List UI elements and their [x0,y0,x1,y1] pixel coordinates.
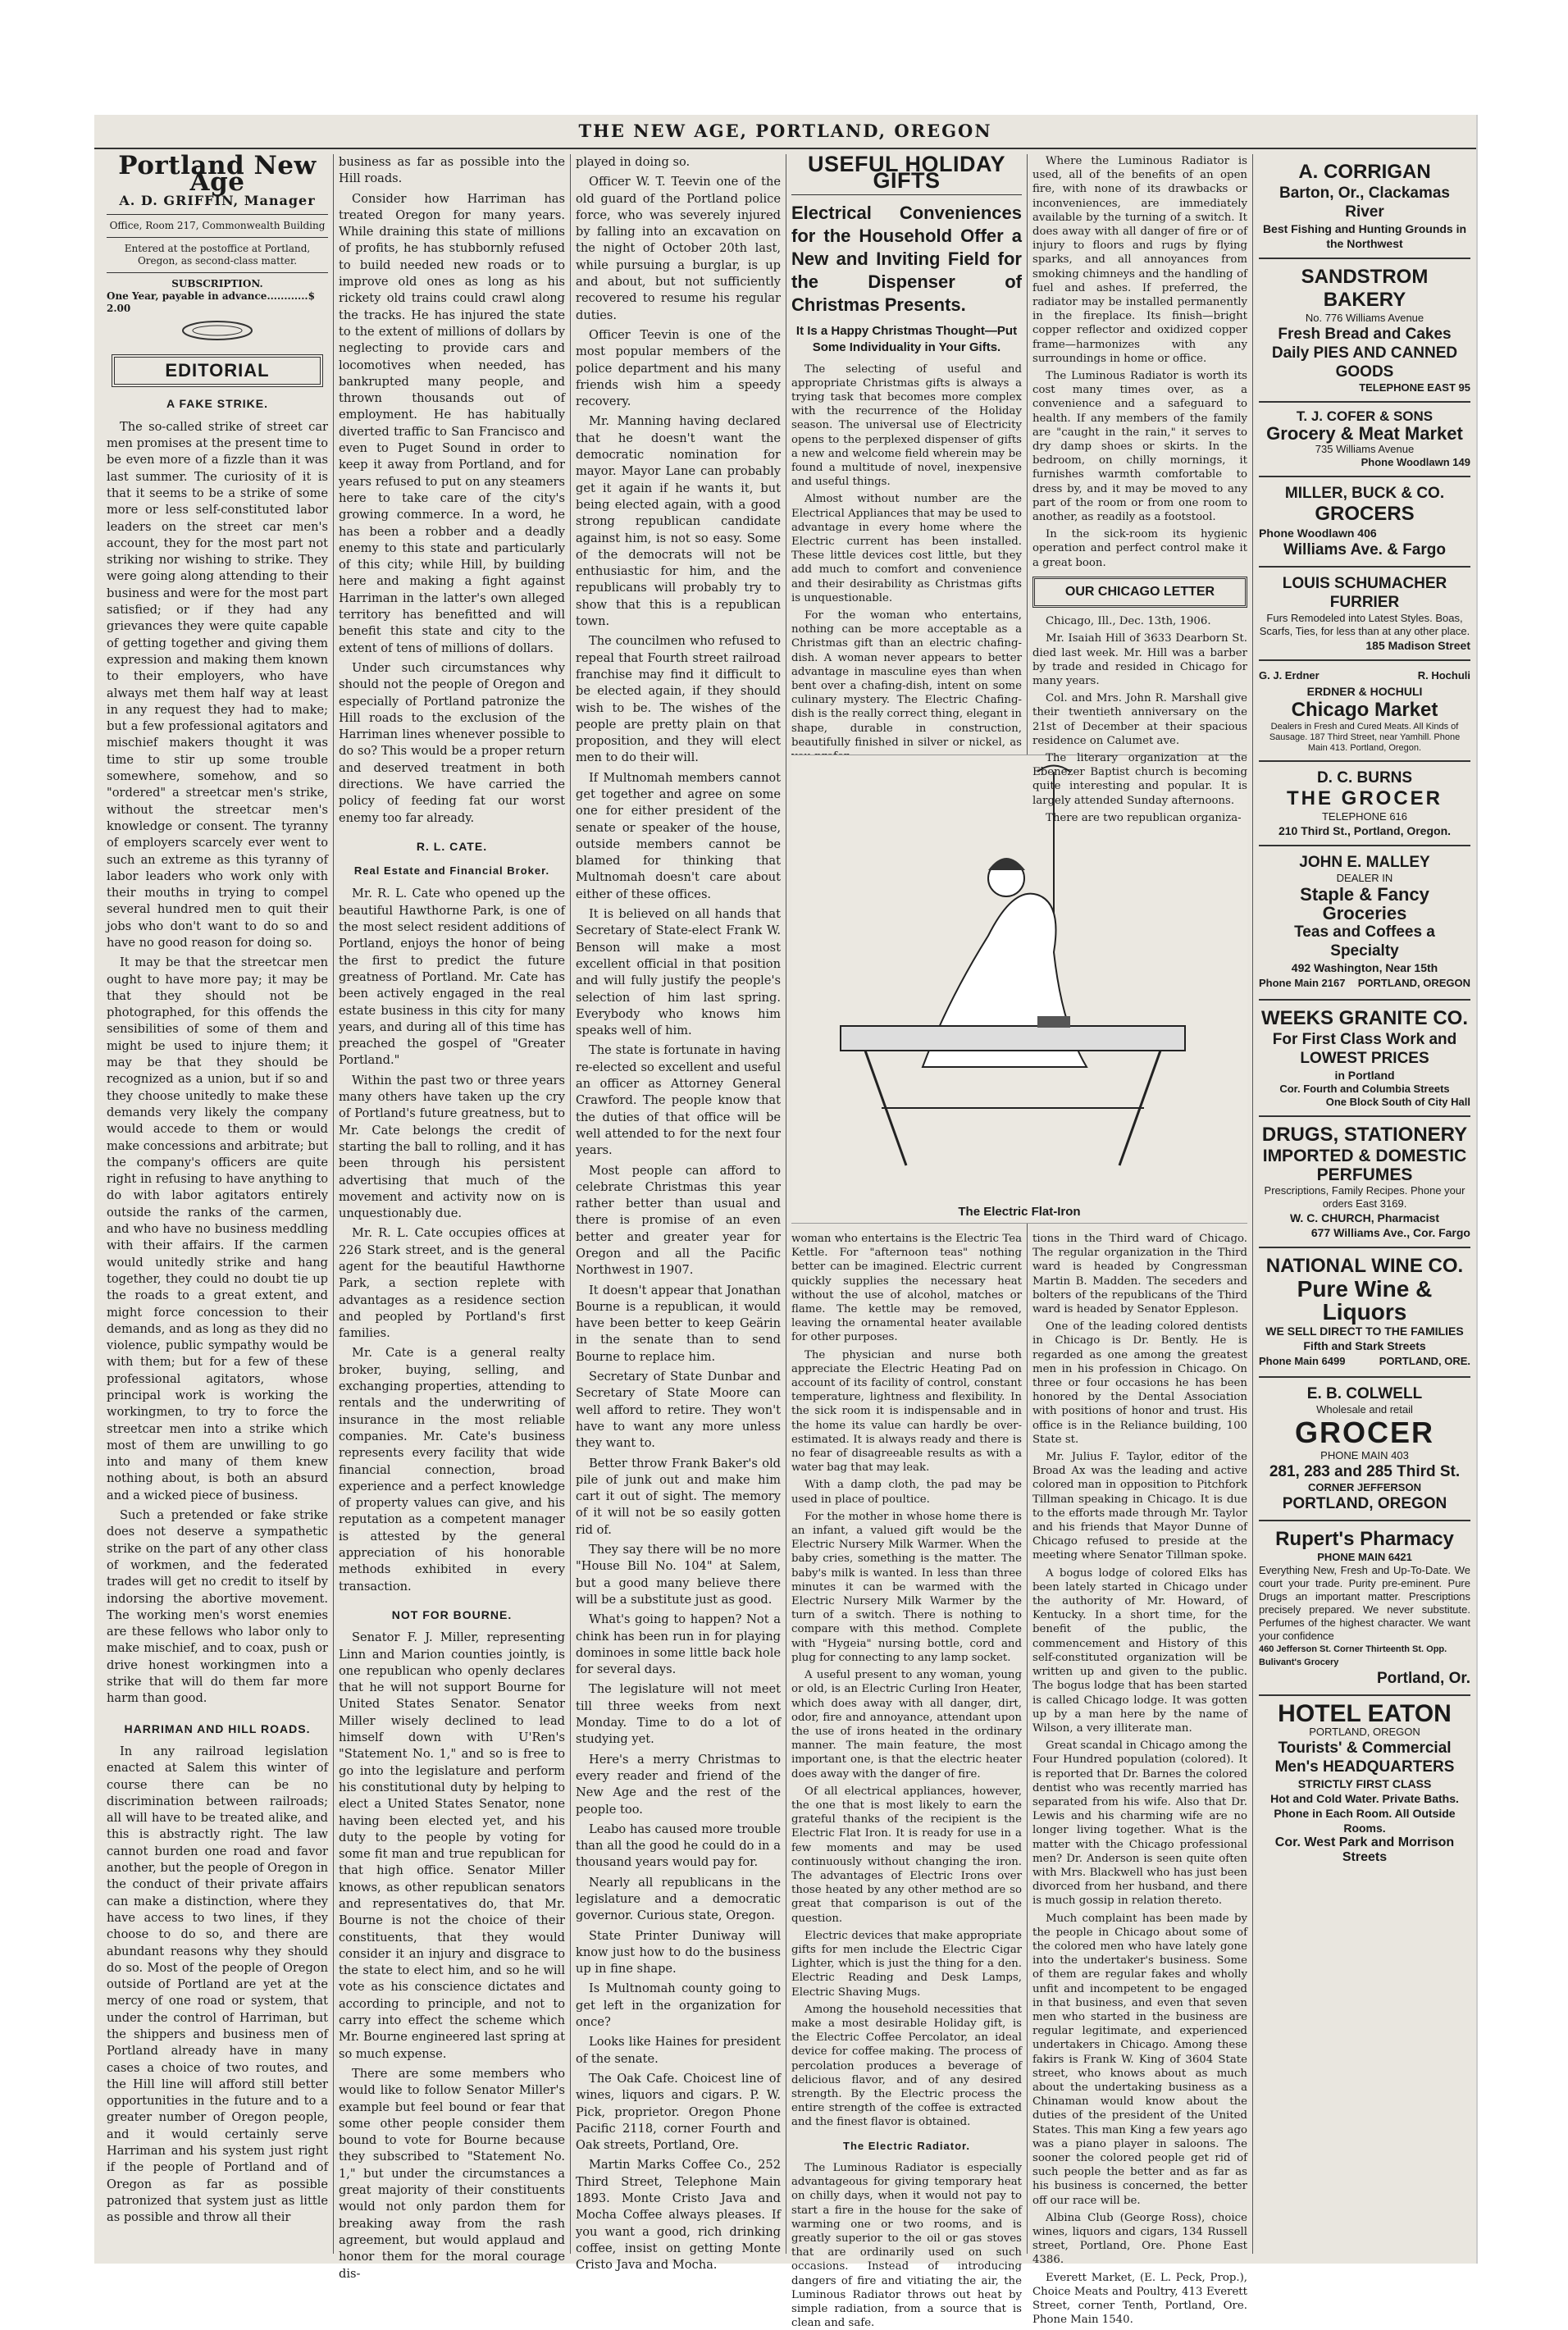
ad-address: 185 Madison Street [1365,639,1470,652]
article-paragraph: In the sick-room its hygienic operation and perfect control make it a great boon. [1032,528,1247,569]
divider [791,194,1022,195]
ad-name: WEEKS GRANITE CO. [1260,1006,1468,1029]
chicago-letter-banner: OUR CHICAGO LETTER [1032,577,1247,608]
ad-address: 210 Third St., Portland, Oregon. [1278,824,1452,838]
ad-national-wine [1259,1248,1470,1378]
ad-line: WE SELL DIRECT TO THE FAMILIES [1265,1324,1464,1338]
article-paragraph: The councilmen who refused to repeal that Fourth street railroad franchise may find it difficult to be elected again, if they should wish to be. The wishes of the people are pretty plain on that proposition, and they will elect men to do their will. [576,634,781,765]
ad-name: ERDNER & HOCHULI [1306,685,1423,699]
article-paragraph: The physician and nurse both appreciate the Electric Heating Pad on account of its facility of control, constant temperature, lightness and flexibility. In the sick room it is indispensable and in the home its value can hardly be over-estimated. It is always ready and there is no fear of disagreeable results as with a water bag that may leak. [791,1348,1022,1475]
article-paragraph: Better throw Frank Baker's old pile of junk out and make him cart it out of sight. The memory of it will not be so easily gotten rid of. [576,1456,781,1537]
manager-line: A. D. GRIFFIN, Manager [119,192,316,208]
ad-hotel-eaton [1259,1696,1470,1872]
ad-sub: Chicago Market [1291,699,1438,722]
ad-line: Prescriptions, Family Recipes. Phone your orders East 3169. [1264,1183,1465,1210]
ad-address: Williams Ave. & Fargo [1283,541,1446,559]
divider [107,214,328,215]
column-rule [1252,154,1253,2254]
ad-address: Cor. Fourth and Columbia Streets [1279,1082,1450,1095]
ad-sandstrom [1259,259,1470,403]
letter-paragraph: Much complaint has been made by the people in Chicago about some of the colored men who have lately gone into the undertaker's business. Some of them are regular fakes and wholly unfit and incompetent to be engaged in that business, and even that seven men who started in the business are regular legitimate, and experienced undertakers in Chicago. Among these fakirs is Frank W. King of 3604 State street, who knows about as much about the undertaking business as a Chinaman would know about the duties of the president of the United States. This man King a few years ago was a piano player in saloons. The sooner the colored people get rid of such people the better and as far as his business is concerned, the better off our race will be. [1032,1912,1247,2207]
article-paragraph: Mr. R. L. Cate who opened up the beautiful Hawthorne Park, is one of the most select resident additions of Portland, enjoys the honor of being the first to predict the future greatness of Portland. Mr. Cate has been actively engaged in the real estate business in this city for many years, and during all of this time has preached the gospel of "Greater Portland." [339,887,565,1068]
article-paragraph: In any railroad legislation enacted at Salem this winter of course there can be no discrimination between railroads; all will have to be treated alike, and this is abstractly right. The law cannot burden one road and favor another, but the people of Oregon in the conduct of their private affairs can make a distinction, where they have access to two lines, if they choose to do so, and there are abundant reasons why they should do so. Most of the people of Oregon outside of Portland are yet at the mercy of one road or system, that under the control of Harriman, but the shippers and business men of Portland already have in many cases a choice of two routes, and the Hill line will afford still better opportunities in the future and to a greater number of Oregon people, and it would certainly serve Harriman and his system just right if the people of Portland and of Oregon as far as possible patronized that system just as little as possible and throw all their [107,1744,328,2225]
ad-name: LOUIS SCHUMACHER [1282,575,1447,592]
union-label-icon [107,320,328,346]
ad-line: Fresh Bread and Cakes Daily PIES AND CANNED GOODS [1271,326,1458,381]
letter-paragraph: tions in the Third ward of Chicago. The regular organization in the Third ward is headed by Congressman Martin B. Madden. The seceders and bolters of the republicans of the Third ward is headed by Senator Eppleson. [1032,1233,1247,1316]
article-paragraph: Almost without number are the Electrical Appliances that may be used to advantage in every home where the Electric current has been installed. These little devices cost little, but they add much to comfort and convenience and their desirability as Christmas gifts is unquestionable. [791,493,1022,604]
ad-malley [1259,846,1470,1000]
article-paragraph: Electric devices that make appropriate gifts for men include the Electric Cigar Lighter, which is just the thing for a den. Electric Reading and Desk Lamps, Electric Shaving Mugs. [791,1929,1022,1999]
ad-address: CORNER JEFFERSON [1308,1480,1421,1493]
letter-paragraph: The literary organization at the Ebenezer Baptist church is becoming quite interesting and popular. It is largely attended Sunday afternoons. [1032,752,1247,807]
article-paragraph: Martin Marks Coffee Co., 252 Third Street, Telephone Main 1893. Monte Cristo Java and Mocha Coffee always pleases. If you want a good, rich drinking coffee, insist on getting Monte Cristo Java and Mocha. [576,2158,781,2273]
ad-city: Portland, Or. [1376,1669,1470,1687]
ad-sub: GROCER [1294,1415,1434,1449]
ad-address: 492 Washington, Near 15th [1291,961,1438,975]
ad-address: 460 Jefferson St. Corner Thirteenth St. Opp. Bulivant's Grocery [1259,1644,1447,1667]
letter-paragraph: A bogus lodge of colored Elks has been lately started in Chicago under the authority of Mr. Howard, of Kentucky. In a short time, for the benefit of the public, the commencement and History of this self-constituted organization will be written up and given to the public. The bogus lodge that has been started is called Chicago lodge. It was gotten up by a man here by the name of Wilson, a very illiterate man. [1032,1566,1247,1735]
letter-paragraph: Col. and Mrs. John R. Marshall give their twentieth anniversary on the 21st of December at their spacious residence on Calumet ave. [1032,692,1247,747]
subscription-line: One Year, payable in advance............$ 2.00 [107,290,315,314]
article-head: R. L. CATE. [416,839,488,853]
ad-sub: IMPORTED & DOMESTIC PERFUMES [1262,1146,1467,1184]
ad-sub: For First Class Work and LOWEST PRICES [1272,1030,1457,1067]
letter-paragraph: Everett Market, (E. L. Peck, Prop.), Choice Meats and Poultry, 413 Everett Street, corner Tenth, Portland, Ore. Phone Main 1540. [1032,2271,1247,2327]
ad-sub: FURRIER [1329,594,1400,611]
ad-schumacher [1259,568,1470,661]
ad-address: No. 776 Williams Avenue [1305,312,1424,324]
column-rule [333,154,334,2254]
ad-line: Wholesale and retail [1316,1402,1413,1416]
newspaper-page [94,115,1476,2330]
article-paragraph: For the mother in whose home there is an infant, a valued gift would be the Electric Nursery Milk Warmer. When the baby cries, something is the matter. The baby's milk is wanted. In less than three minutes it can be warmed with the Electric Nursery Milk Warmer by the turn of a switch. There is nothing to compare with this method. Complete with "Hygeia" nursing bottle, cord and plug for connecting to any lamp socket. [791,1510,1022,1664]
article-paragraph: Such a pretended or fake strike does not deserve a sympathetic strike on the part of any other class of workmen, and the federated trades will get no credit to itself by indorsing the abortive movement. The working men's worst enemies are these fellows who labor only to make mischief, and to coax, push or drive honest workingmen into a strike that will do them far more harm than good. [107,1508,328,1706]
ad-colwell [1259,1378,1470,1521]
ad-line: Best Fishing and Hunting Grounds in the Northwest [1262,222,1467,250]
article-paragraph: Consider how Harriman has treated Oregon for many years. While draining this state of millions of profits, he has stubbornly refused to build needed new roads or to improve old ones as long as his rickety old trains could crawl along the tracks. He has injured the state to the extent of millions of dollars by neglecting to provide cars and locomotives when needed, has bankrupted many people, and thrown thousands out of employment. He has habitually diverted traffic to San Francisco and even to Puget Sound in order to keep it away from Portland, and for years refused to put on any steamers here to take care of the city's growing commerce. In a word, he has been a robber and a deadly enemy to this state and particularly of this city; while Hill, by building here and making a fight against Harriman in the latter's own alleged territory has benefitted and will benefit this state and city to the extent of tens of millions of dollars. [339,191,565,655]
article-paragraph: It is believed on all hands that Secretary of State-elect Frank W. Benson will make a most excellent official in that position and will fully justify the people's selection of him last spring. Everybody who knows him speaks well of him. [576,907,781,1038]
column-chicago-letter-cont [1032,1232,1247,2327]
ad-address: 677 Williams Ave., Cor. Fargo [1310,1225,1470,1239]
ad-address: Cor. West Park and Morrison Streets [1274,1835,1455,1864]
ad-partner: R. Hochuli [1417,669,1470,682]
ad-address: W. C. CHURCH, Pharmacist [1289,1211,1440,1224]
article-paragraph: Senator F. J. Miller, representing Linn and Marion counties jointly, is one republican who openly declares that he will not support Bourne for United States Senator. Senator Miller wisely declined to lead himself down with U'Ren's "Statement No. 1," and so is free to go into the legislature and perform his constitutional duty by helping to elect a United States Senator, none having been elected yet, and his duty to the people by voting for some fit man and true republican for that high office. Senator Miller knows, as other republican senators and representatives do, that Mr. Bourne is not the choice of their constituents, that they would consider it an injury and disgrace to the state to elect him, and so he will vote as his conscience dictates and according to principle, and not to carry into effect the scheme which Mr. Bourne engineered last spring at so much expense. [339,1630,565,2061]
article-paragraph: Nearly all republicans in the legislature and a democratic governor. Curious state, Oregon. [576,1875,781,1923]
ad-name: MILLER, BUCK & CO. [1284,485,1445,502]
ad-cofer [1259,403,1470,477]
column-rule [570,154,571,2254]
ad-sub: THE GROCER [1286,787,1443,810]
ad-burns [1259,762,1470,846]
ad-city: PORTLAND, ORE. [1379,1354,1470,1367]
ad-address: 281, 283 and 285 Third St. [1269,1462,1461,1480]
article-paragraph: Leabo has caused more trouble than all the good he could do in a thousand years would pay for. [576,1822,781,1870]
ad-name: JOHN E. MALLEY [1299,854,1430,872]
ad-address: 735 Williams Avenue [1315,443,1415,455]
ad-name: NATIONAL WINE CO. [1265,1254,1464,1277]
article-paragraph: Mr. Cate is a general realty broker, buying, selling, and exchanging properties, attending to rentals and the underwriting of insurance in the most reliable companies. Mr. Cate's business represents every facility that wide financial connection, broad experience and a perfect knowledge of property values can give, and his reputation as a competent manager is attested by the general appreciation of his honorable methods exhibited in every transaction. [339,1346,565,1594]
editorial-banner: EDITORIAL [112,354,323,387]
ad-drugs-church [1259,1117,1470,1248]
article-paragraph: The Luminous Radiator is worth its cost many times over, as a convenience and a safeguard to health. If any members of the family are "caught in the rain," it serves to dry damp shoes or skirts. In the bedroom, on chilly mornings, it furnishes warmth comfortable to dress by, and it may be moved to any part of the room or from one room to another, as readily as a footstool. [1032,370,1247,524]
ad-dealer: DEALER IN [1336,872,1393,885]
ad-address: Fifth and Stark Streets [1303,1338,1426,1352]
article-paragraph: Within the past two or three years many others have taken up the cry of Portland's future greatness, but to Mr. Cate belongs the credit of starting the ball to rolling, and it has been through his persistent advertising that much of the movement and activity now on is unquestionably due. [339,1073,565,1221]
article-paragraph: For the woman who entertains, nothing can be more acceptable as a Christmas gift than an electric chafing-dish. A woman never appears to better advantage in masculine eyes than when bent over a chafing-dish, intent on some culinary mystery. The Electric Chafing-dish is the really correct thing, elegant in shape, durable in construction, beautifully finished in silver or nickel, as [791,609,1022,749]
ad-sub: GROCERS [1315,503,1415,525]
article-paragraph: Officer W. T. Teevin one of the old guard of the Portland police force, who was severely injured by falling into an excavation on the night of October 20th last, while pursuing a burglar, is up and about, but not sufficiently recovered to resume his regular duties. [576,175,781,322]
article-paragraph: The state is fortunate in having re-elected so excellent and useful an officer as Attorney General Crawford. The people know that the duties of that office will be well attended to for the next four years. [576,1043,781,1158]
article-paragraph: With a damp cloth, the pad may be used in place of poultice. [791,1479,1022,1506]
article-paragraph: Is Multnomah county going to get left in the organization for once? [576,1981,781,2030]
article-paragraph: The legislature will not meet till three weeks from next Monday. Time to do a lot of studying yet. [576,1682,781,1747]
ad-name: A. CORRIGAN [1298,161,1431,183]
article-paragraph: It doesn't appear that Jonathan Bourne is a republican, it would have been better to keep Geärin in the senate than to send Bourne to replace him. [576,1283,781,1364]
ad-phone: PHONE MAIN 403 [1320,1448,1409,1461]
article-paragraph: There are some members who would like to follow Senator Miller's example but feel bound or fear that some other people consider them bound to vote for Bourne because they subscribed to "Statement No. 1," but under the circumstances a great majority of their constituents would not only pardon them for breaking away from the rash agreement, but would applaud and honor them for the moral courage dis- [339,2066,565,2281]
ad-address: One Block South of City Hall [1325,1095,1470,1108]
article-paragraph: Among the household necessities that make a most desirable Holiday gift, is the Electric Coffee Percolator, an ideal device for coffee making. The process of percolation produces a beverage of delicious flavor, and of any desired strength. By the Electric process the entire strength of the coffee is extracted and the finest flavor is obtained. [791,2003,1022,2129]
column-advertisements [1259,154,1470,2254]
article-paragraph: Secretary of State Dunbar and Secretary of State Moore can well afford to retire. They won't have to want any more unless they want to. [576,1370,781,1451]
ad-phone: Phone Main 2167 [1259,977,1346,990]
article-paragraph: Here's a merry Christmas to every reader and friend of the New Age and the rest of the people too. [576,1752,781,1817]
article-paragraph: The Oak Cafe. Choicest line of wines, liquors and cigars. P. W. Pick, proprietor. Oregon Phone Pacific 2118, corner Fourth and Oak streets, Portland, Ore. [576,2071,781,2153]
ad-phone: Phone Woodlawn 149 [1361,456,1470,468]
column-chicago-letter [1032,154,1247,824]
article-paragraph: What's going to happen? Not a chink has been run in for playing dominoes in some little back hole for several days. [576,1612,781,1677]
article-paragraph: They say there will be no more "House Bill No. 104" at Salem, but a good many believe there will be a substitute just as good. [576,1543,781,1607]
article-paragraph: It may be that the streetcar men ought to have more pay; it may be that they should not be photographed, for this offends the sensibilities of some of them and might be used to injure them; it may be that they should be recognized as a union, but if so and they choose unitedly to make these demands very likely the company would accede to them or would make concessions and arbitrate; but the company's officers are quite right in refusing to have anything to do with labor agitators entirely outside the ranks of the carmen, and who have no business meddling with their affairs. If the carmen would unitedly strike and hang together, they could no doubt tie up the roads to a great extent, and might force concession to their demands, and as long as they did no violence, public sympathy would be with them; but for a few of these professional agitators, whose principal work is working the workingmen, to try to force the streetcar men into a strike which most of them are unwilling to go into and many of them knew nothing about, is both an absurd and a wicked piece of business. [107,955,328,1502]
ad-sub: Grocery & Meat Market [1266,423,1463,444]
article-head: A FAKE STRIKE. [166,397,268,411]
article-subhead: Real Estate and Financial Broker. [353,864,550,878]
divider [107,272,328,273]
ad-sub: Staple & Fancy Groceries [1300,884,1429,924]
letter-paragraph: Chicago, Ill., Dec. 13th, 1906. [1046,615,1211,628]
letter-paragraph: Mr. Isaiah Hill of 3633 Dearborn St. died last week. Mr. Hill was a barber by trade and resided in Chicago for many years. [1032,632,1247,687]
ad-corrigan [1259,154,1470,259]
column-holiday-gifts-cont [791,1232,1022,2330]
ad-phone: Phone Woodlawn 406 [1259,527,1377,540]
letter-paragraph: Albina Club (George Ross), choice wines, liquors and cigars, 134 Russell street, Portland, Ore. Phone East 4386. [1032,2211,1247,2267]
article-head: HARRIMAN AND HILL ROADS. [124,1721,311,1735]
column-editorial [107,151,328,2254]
ad-sub: Barton, Or., Clackamas River [1279,185,1451,221]
column-three [576,154,781,2273]
ad-name: E. B. COLWELL [1306,1384,1423,1402]
article-paragraph: The selecting of useful and appropriate Christmas gifts is always a trying task that becomes more complex with the recurrence of the Holiday season. The universal use of Electricity opens to the perplexed dispenser of gifts a new and welcome field wherein may be found a multitude of novel, inexpensive and useful things. [791,362,1022,489]
nameplate: Portland New Age [118,151,317,198]
article-paragraph: Under such circumstances why should not the people of Oregon and especially of Portland patronize the Hill roads to the exclusion of the Harriman lines whenever possible to do so? This would be a proper return and deserved treatment in both directions. We have carried the policy of feeding fat our worst enemy too far already. [339,660,565,825]
article-paragraph: The Luminous Radiator is especially advantageous for giving temporary heat on chilly days, when it would not pay to start a fire in the house for the sake of warming one or two rooms, and is greatly superior to the oil or gas stoves that are ordinarily used on such occasions. Instead of introducing dangers of fire and vitiating the air, the Luminous Radiator throws out heat by simple radiation, from a source that is clean and safe. [791,2161,1022,2330]
article-paragraph: Looks like Haines for president of the senate. [576,2035,781,2066]
article-paragraph: played in doing so. [576,155,691,169]
letter-paragraph: Mr. Julius F. Taylor, editor of the Broad Ax was the leading and active colored man in opposition to Pitchfork Tillman speaking in Chicago. It is due to the efforts made through Mr. Taylor and his friends that Mayor Dunne of Chicago refused to preside at the meeting where Senator Tillman spoke. [1032,1451,1247,1562]
ad-city: PORTLAND, OREGON [1282,1494,1447,1512]
ad-sub: Pure Wine & Liquors [1297,1275,1433,1325]
ad-line: Furs Remodeled into Latest Styles. Boas, Scarfs, Ties, for less than at any other place. [1259,612,1470,637]
ad-city: PORTLAND, OREGON [1309,1725,1420,1738]
article-paragraph: business as far as possible into the Hill roads. [339,155,565,186]
article-subhead: The Electric Radiator. [843,2139,970,2152]
ad-miller-buck [1259,477,1470,568]
letter-paragraph: One of the leading colored dentists in Chicago is Dr. Bently. He is regarded as one among the greatest men in his profession in Chicago. On three or four occasions he has been honored by the Dental Association with positions of honor and trust. His office is in the Reliance building, 100 State st. [1032,1320,1247,1446]
divider [107,237,328,238]
ad-erdner-hochuli [1259,661,1470,762]
ad-line: Everything New, Fresh and Up-To-Date. We court your trade. Purity pre-eminent. Pure Drugs an important matter. Prescriptions precisely prepared. We never substitute. Perfumes of the highest character. We want your confidence [1259,1563,1470,1642]
article-subdeck: It Is a Happy Christmas Thought—Put Some Individuality in Your Gifts. [795,323,1018,354]
entered-line: Entered at the postoffice at Portland, Oregon, as second-class matter. [124,242,311,267]
article-paragraph: The so-called strike of street car men promises at the present time to be even more of a fizzle than it was last summer. The curiosity of it is that it seems to be a strike of some more or less self-constituted labor leaders on the street car men's account, they for the most part not striking nor wishing to strike. They were going along attending to their business and were for the most part satisfied; or if they had any grievances they were quite capable of getting together and giving them expression and making them known to their employers, who have always met them half way at least in any request they had to make; but a few professional agitators and mischief makers thought it was time to stir up some trouble somewhere, somehow, and so "ordered" a streetcar men's strike, without the streetcar men's knowledge or consent. The tyranny of employers scarcely ever went to such an extreme as this tyranny of labor leaders who work only with their mouths in trying to compel several hundred men to quit their jobs who don't want to do so and have no good reason for doing so. [107,419,328,950]
article-paragraph: A useful present to any woman, young or old, is an Electric Curling Iron Heater, which does away with all danger, dirt, odor, fire and annoyance, attendant upon the use of irons heated in the ordinary manner. The main feature, the most important one, is that the electric heater does away with the danger of fire. [791,1669,1022,1781]
ad-line: in Portland [1334,1068,1395,1082]
article-paragraph: Of all electrical appliances, however, the one that is most likely to earn the grateful thanks of the recipient is the Electric Flat Iron. It is ready for use in a few moments and may be used continuously without changing the iron. The advantages of Electric Irons over those heated by any other method are so great that comparison is out of the question. [791,1785,1022,1925]
article-paragraph: Mr. Manning having declared that he doesn't want the democratic nomination for mayor. Mayor Lane can probably get it again if he wants it, but being elected again, with a good strong republican candidate against him, is not so easy. Some of the democrats will not be enthusiastic for him, and the republicans will probably try to show that this is a republican town. [576,414,781,629]
ad-rupert [1259,1521,1470,1696]
ad-line: Teas and Coffees a Specialty [1294,923,1435,960]
ad-line: Dealers in Fresh and Cured Meats. All Kinds of Sausage. 187 Third Street, near Yamhill. Phone Main 413. Portland, Oregon. [1269,722,1461,754]
ad-city: PORTLAND, OREGON [1357,977,1470,990]
article-paragraph: Officer Teevin is one of the most popular members of the police department and his many friends wish him a speedy recovery. [576,327,781,409]
ad-name: D. C. BURNS [1316,769,1413,787]
ad-name: HOTEL EATON [1278,1699,1452,1727]
ad-phone: PHONE MAIN 6421 [1317,1550,1412,1563]
ad-line: STRICTLY FIRST CLASS [1297,1776,1432,1790]
ad-name: DRUGS, STATIONERY [1261,1123,1468,1146]
ad-line: Hot and Cold Water. Private Baths. Phone in Each Room. All Outside Rooms. [1270,1791,1459,1835]
article-paragraph: If Multnomah members cannot get together and agree on some one for either president of the senate or speaker of the house, outside members cannot be blamed for thinking that Multnomah doesn't care about either of these offices. [576,770,781,901]
article-paragraph: woman who entertains is the Electric Tea Kettle. For "afternoon teas" nothing better can be imagined. Electric current quickly supplies the necessary heat without the use of alcohol, matches or flame. The kettle may be removed, leaving the ornamental heater available for other purposes. [791,1233,1022,1344]
article-head: NOT FOR BOURNE. [391,1607,513,1621]
ad-partner: G. J. Erdner [1259,669,1320,682]
letter-paragraph: Great scandal in Chicago among the Four Hundred population (colored). It is reported that Dr. Barnes the colored dentist who was recently married has separated from his wife. Also that Dr. Lewis and his charming wife are no longer living together. What is the matter with the Chicago professional men? Dr. Anderson is seen quite often with Mrs. Blackwell who has just been divorced from her husband, and there is much gossip in relation thereto. [1032,1740,1247,1908]
article-paragraph: State Printer Duniway will know just how to do the business up in fine shape. [576,1928,781,1977]
ad-name: SANDSTROM BAKERY [1301,266,1429,311]
masthead: THE NEW AGE, PORTLAND, OREGON [94,115,1476,149]
ad-name: T. J. COFER & SONS [1296,408,1434,424]
ad-phone: Phone Main 6499 [1259,1354,1346,1367]
ad-phone: TELEPHONE 616 [1321,810,1408,823]
ad-phone: TELEPHONE EAST 95 [1359,381,1470,394]
office-line: Office, Room 217, Commonwealth Building [109,219,326,231]
illustration-caption: The Electric Flat-Iron [958,1205,1081,1219]
article-title: USEFUL HOLIDAY GIFTS [807,152,1006,194]
article-deck: Electrical Conveniences for the Household Offer a New and Inviting Field for the Dispenser of Christmas Presents. [791,202,1022,315]
article-paragraph: Most people can afford to celebrate Christmas this year rather better than usual and there is promise of an even better and greater year for Oregon and all the Pacific Northwest in 1907. [576,1163,781,1278]
letter-paragraph: There are two republican organiza- [1046,811,1242,824]
ad-weeks-granite [1259,1001,1470,1117]
subscription-head: SUBSCRIPTION. [171,277,263,290]
article-paragraph: Where the Luminous Radiator is used, all of the benefits of an open fire, with none of its drawbacks or inconveniences, are immediately available by the turning of a switch. It does away with all danger of fire or of injury to floors and rugs by flying sparks, and all annoyances from smoking chimneys and the handling of fuel and ashes. If preferred, the radiator may be installed permanently in the fireplace. Its finish—bright copper reflector and oxidized copper frame—harmonizes with any surroundings in home or office. [1032,155,1247,365]
ad-name: Rupert's Pharmacy [1275,1527,1454,1550]
ad-sub: Tourists' & Commercial Men's HEADQUARTERS [1274,1739,1455,1776]
article-paragraph: Mr. R. L. Cate occupies offices at 226 Stark street, and is the general agent for the beautiful Hawthorne Park, a section replete with advantages as a residence section and peopled by Portland's first families. [339,1226,565,1341]
column-two [339,154,565,2281]
